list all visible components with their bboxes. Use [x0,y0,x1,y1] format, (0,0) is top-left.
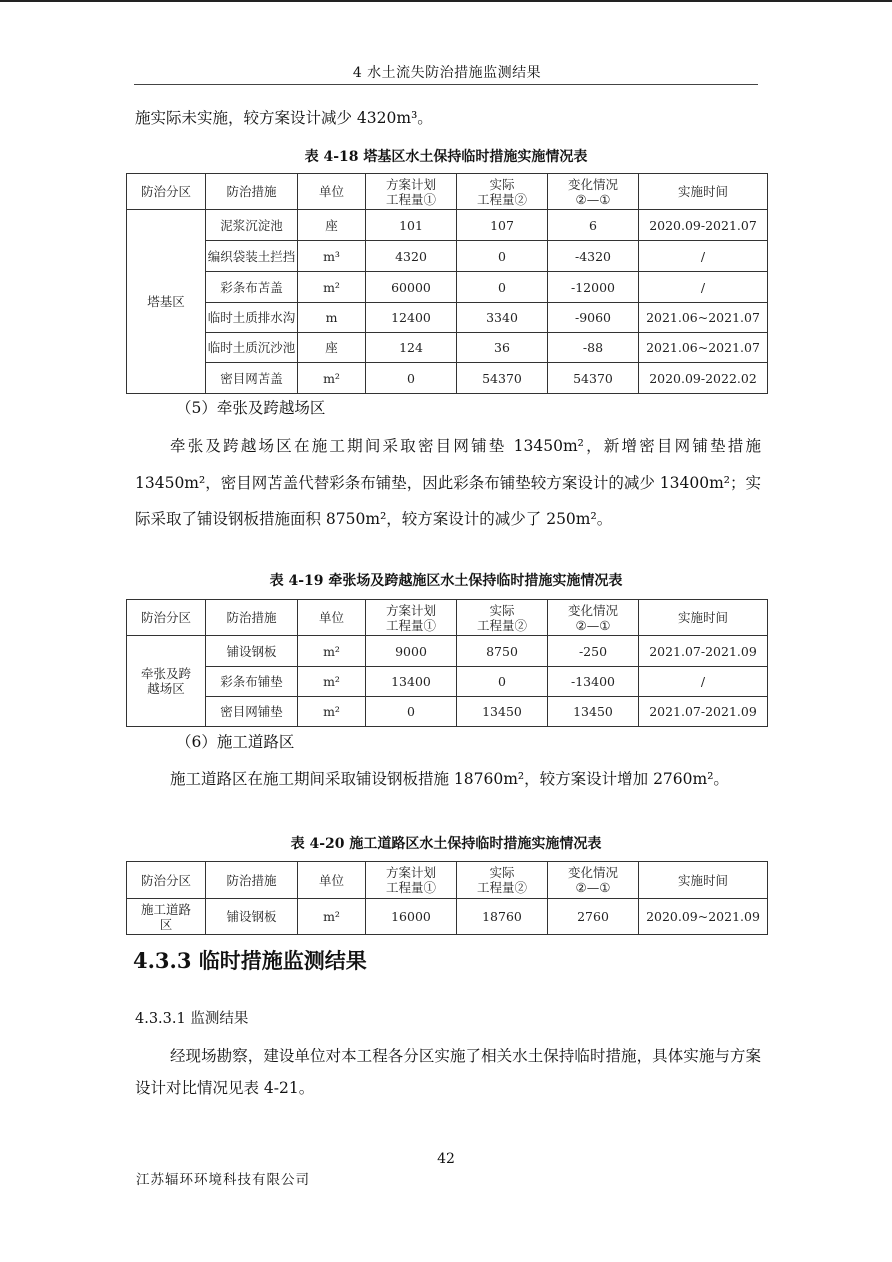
table-row [127,272,768,303]
table-cell: 13450 [457,697,548,727]
table-4-19 [126,599,768,727]
table-cell: 临时土质沉沙池 [206,333,298,363]
table-cell: 铺设钢板 [206,636,298,667]
table-cell: 密目网苫盖 [206,363,298,394]
table-cell: 4320 [366,241,457,272]
table-cell: m² [298,667,366,697]
table-header-row [127,174,768,210]
table-cell: 2760 [548,899,639,935]
header-cell: 变化情况 ②—① [548,862,639,899]
section-heading-4-3-3-1: 4.3.3.1 监测结果 [135,1011,249,1027]
table-cell: 0 [366,363,457,394]
table-cell: 13400 [366,667,457,697]
header-cell: 实际 工程量② [457,862,548,899]
header-cell: 防治分区 [127,862,206,899]
table-cell: 0 [366,697,457,727]
table-cell: 13450 [548,697,639,727]
table-cell: -12000 [548,272,639,303]
table-cell: 2020.09-2022.02 [639,363,768,394]
table-cell: 54370 [457,363,548,394]
table-cell: / [639,272,768,303]
table-cell: 泥浆沉淀池 [206,210,298,241]
header-cell: 方案计划 工程量① [366,174,457,210]
table-cell: m² [298,272,366,303]
zone-cell: 施工道路 区 [127,899,206,935]
table-cell: 2021.07-2021.09 [639,636,768,667]
header-cell: 单位 [298,862,366,899]
table-cell: 铺设钢板 [206,899,298,935]
table-header-row [127,600,768,636]
table-cell: 编织袋装土拦挡 [206,241,298,272]
table-cell: 107 [457,210,548,241]
header-cell: 防治分区 [127,600,206,636]
table-cell: -9060 [548,303,639,333]
table-cell: 6 [548,210,639,241]
table-row [127,667,768,697]
top-border-line [0,0,892,2]
table-row [127,899,768,935]
table-row [127,210,768,241]
header-cell: 防治分区 [127,174,206,210]
header-cell: 实施时间 [639,862,768,899]
table-cell: 2020.09-2021.07 [639,210,768,241]
intro-line: 施实际未实施，较方案设计减少 4320m³。 [135,109,433,127]
table-row [127,303,768,333]
header-cell: 单位 [298,174,366,210]
table-cell: m³ [298,241,366,272]
table-cell: 18760 [457,899,548,935]
header-cell: 实施时间 [639,600,768,636]
table-cell: 9000 [366,636,457,667]
header-cell: 实际 工程量② [457,600,548,636]
table-cell: 座 [298,210,366,241]
table-row [127,241,768,272]
table-cell: m² [298,636,366,667]
table-cell: 2021.06~2021.07 [639,333,768,363]
header-cell: 实际 工程量② [457,174,548,210]
table-cell: 0 [457,272,548,303]
table-cell: 彩条布铺垫 [206,667,298,697]
table-cell: m² [298,697,366,727]
table-cell: -88 [548,333,639,363]
table-cell: 101 [366,210,457,241]
section-5-paragraph: 牵张及跨越场区在施工期间采取密目网铺垫 13450m²，新增密目网铺垫措施 13450m²，密目网苫盖代替彩条布铺垫，因此彩条布铺垫较方案设计的减少 13400m²；实际采取了铺设钢板措施面积 8750m²，较方案设计的减少了 250m²。 [135,437,761,528]
header-cell: 防治措施 [206,174,298,210]
table-cell: -13400 [548,667,639,697]
header-cell: 方案计划 工程量① [366,862,457,899]
table-4-20-caption: 表 4-20 施工道路区水土保持临时措施实施情况表 [290,836,602,852]
table-cell: -250 [548,636,639,667]
table-cell: m [298,303,366,333]
table-cell: 彩条布苫盖 [206,272,298,303]
table-cell: 0 [457,241,548,272]
table-cell: -4320 [548,241,639,272]
zone-cell: 塔基区 [127,210,206,394]
header-cell: 方案计划 工程量① [366,600,457,636]
table-row [127,333,768,363]
page-header-title: 4 水土流失防治措施监测结果 [352,65,542,81]
table-cell: 3340 [457,303,548,333]
table-cell: / [639,241,768,272]
table-cell: 2020.09~2021.09 [639,899,768,935]
header-cell: 防治措施 [206,862,298,899]
section-6-paragraph: 施工道路区在施工期间采取铺设钢板措施 18760m²，较方案设计增加 2760m²。 [170,770,729,788]
table-cell: m² [298,899,366,935]
header-cell: 实施时间 [639,174,768,210]
table-cell: 124 [366,333,457,363]
header-cell: 单位 [298,600,366,636]
header-rule [134,84,758,85]
header-cell: 变化情况 ②—① [548,600,639,636]
table-4-18-caption: 表 4-18 塔基区水土保持临时措施实施情况表 [304,149,588,165]
table-cell: 2021.07-2021.09 [639,697,768,727]
table-cell: 0 [457,667,548,697]
table-cell: 2021.06~2021.07 [639,303,768,333]
table-cell: 密目网铺垫 [206,697,298,727]
table-header-row [127,862,768,899]
section-6-title: （6）施工道路区 [176,733,295,751]
table-row [127,363,768,394]
table-cell: / [639,667,768,697]
table-row [127,697,768,727]
closing-paragraph: 经现场勘察，建设单位对本工程各分区实施了相关水土保持临时措施，具体实施与方案设计对比情况见表 4-21。 [135,1047,761,1097]
table-cell: 座 [298,333,366,363]
table-cell: 16000 [366,899,457,935]
section-5-title: （5）牵张及跨越场区 [176,399,326,417]
table-cell: 12400 [366,303,457,333]
header-cell: 变化情况 ②—① [548,174,639,210]
table-cell: 60000 [366,272,457,303]
table-4-18 [126,173,768,394]
table-cell: 临时土质排水沟 [206,303,298,333]
zone-cell: 牵张及跨 越场区 [127,636,206,727]
table-cell: 8750 [457,636,548,667]
table-cell: m² [298,363,366,394]
table-4-20 [126,861,768,935]
table-4-19-caption: 表 4-19 牵张场及跨越施区水土保持临时措施实施情况表 [269,573,623,589]
footer-company: 江苏辐环环境科技有限公司 [136,1172,310,1188]
section-heading-4-3-3: 4.3.3 临时措施监测结果 [133,948,367,973]
table-cell: 54370 [548,363,639,394]
header-cell: 防治措施 [206,600,298,636]
table-cell: 36 [457,333,548,363]
table-row [127,636,768,667]
page-number: 42 [437,1151,455,1167]
